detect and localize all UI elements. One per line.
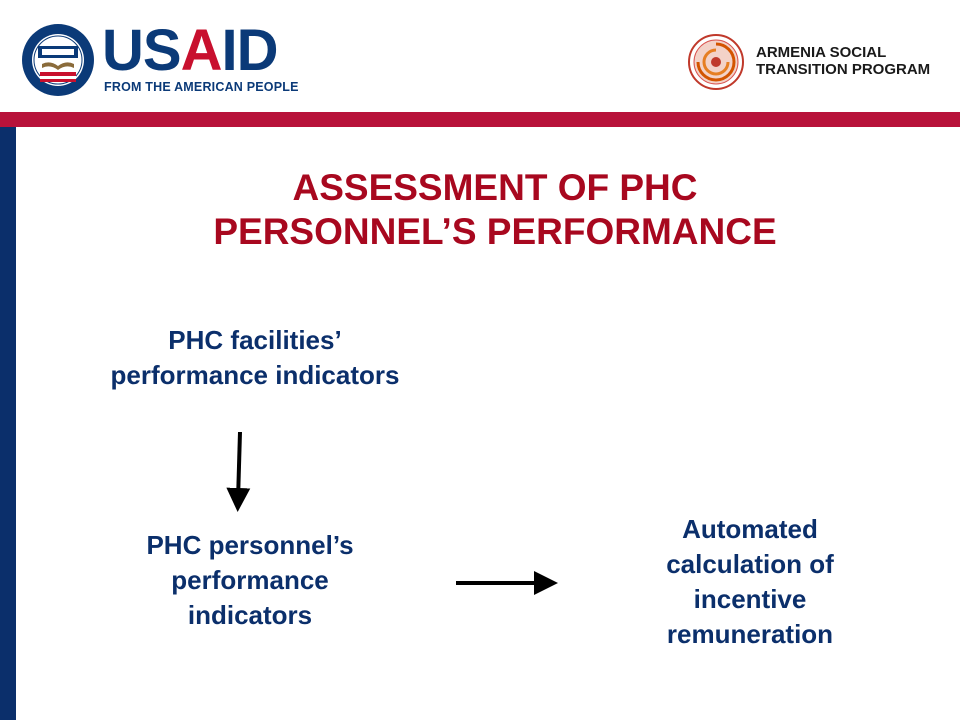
node-facilities-indicators	[40, 323, 470, 393]
astp-line-2: TRANSITION PROGRAM	[756, 61, 931, 78]
usaid-wordmark-a: A	[180, 18, 222, 83]
node-facilities-line-1: PHC facilities’	[168, 325, 342, 355]
slide-title-line-1: ASSESSMENT OF PHC	[292, 167, 698, 208]
usaid-wordmark-id: ID	[221, 18, 278, 83]
node-incentive-calculation	[600, 512, 900, 652]
astp-emblem-icon	[688, 34, 744, 90]
usaid-seal-icon	[20, 22, 96, 98]
slide-header	[0, 0, 960, 112]
node-personnel-indicators	[60, 528, 440, 633]
node-incentive-line-2: calculation of	[666, 549, 834, 579]
astp-logo-text	[756, 44, 930, 78]
node-personnel-line-2: performance	[171, 565, 329, 595]
usaid-wordmark-us: US	[102, 18, 181, 83]
left-accent-bar	[0, 127, 16, 720]
node-personnel-line-1: PHC personnel’s	[146, 530, 354, 560]
astp-line-1: ARMENIA SOCIAL	[756, 44, 887, 61]
usaid-tagline: FROM THE AMERICAN PEOPLE	[104, 80, 299, 94]
slide-title-line-2: PERSONNEL’S PERFORMANCE	[213, 211, 777, 252]
node-incentive-line-3: incentive	[693, 584, 807, 614]
node-facilities-line-2: performance indicators	[110, 360, 400, 390]
node-incentive-line-1: Automated	[682, 514, 818, 544]
node-personnel-line-3: indicators	[187, 600, 313, 630]
node-incentive-line-4: remuneration	[666, 619, 834, 649]
header-divider-bar	[0, 112, 960, 127]
arrow-down	[238, 432, 240, 500]
usaid-wordmark	[102, 18, 278, 83]
slide-title	[30, 166, 960, 254]
